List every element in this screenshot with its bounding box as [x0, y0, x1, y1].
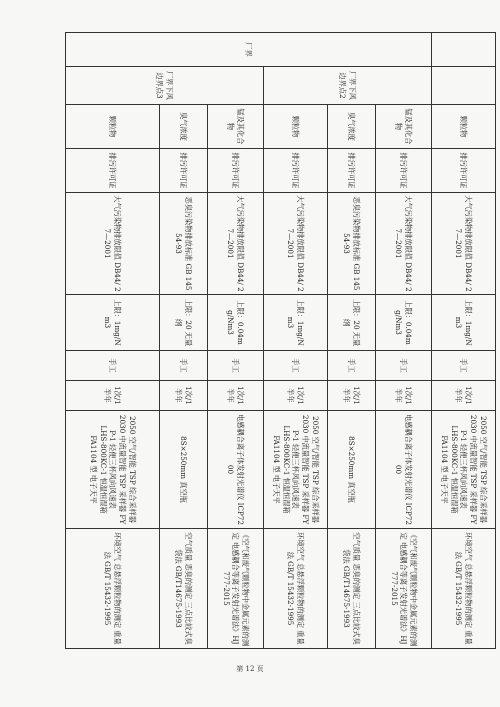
- license-cell: 排污许可证: [376, 149, 432, 193]
- detect-cell: 上限：0.04mg/Nm3: [208, 295, 264, 351]
- standard-cell: 大气污染物排放限值 DB44/ 27—2001: [208, 193, 264, 295]
- license-cell: 排污许可证: [264, 149, 328, 193]
- method-cell: 环境空气 总悬浮颗粒物的测定 重量法 GB/T 15432-1995: [66, 529, 160, 649]
- point-cell: [432, 67, 496, 105]
- mode-cell: 手工: [376, 351, 432, 381]
- method-cell: 环境空气 总悬浮颗粒物的测定 重量法 GB/T 15432-1995: [432, 529, 496, 649]
- factor-cell: 臭气浓度: [328, 105, 376, 149]
- factor-cell: 颗粒物: [66, 105, 160, 149]
- area-cell: 厂界: [66, 33, 432, 67]
- point-cell: 厂界下风边界点2: [264, 67, 432, 105]
- monitoring-table: [65, 32, 496, 649]
- method-cell: 空气质量 恶臭的测定 三点比较式臭袋法 GB/T14675-1993: [328, 529, 376, 649]
- freq-cell: 1次/1半年: [160, 381, 208, 411]
- freq-cell: 1次/1半年: [328, 381, 376, 411]
- detect-cell: 上限：20 无量纲: [328, 295, 376, 351]
- mode-cell: 手工: [160, 351, 208, 381]
- table-row: [264, 33, 328, 649]
- table-row: [66, 33, 160, 649]
- detect-cell: 上限：1mg/Nm3: [66, 295, 160, 351]
- point-cell: 厂界下风边界点3: [66, 67, 264, 105]
- equipment-cell: 8S×250mm 真空瓶: [160, 411, 208, 529]
- equipment-cell: 电感耦合离子体发射光谱仪 ICP7200: [376, 411, 432, 529]
- equipment-cell: 电感耦合离子体发射光谱仪 ICP7200: [208, 411, 264, 529]
- table-row: [376, 33, 432, 649]
- method-cell: 空气质量 恶臭的测定 三点比较式臭袋法 GB/T14675-1993: [160, 529, 208, 649]
- standard-cell: 恶臭污染物排放标准 GB 14554-93: [160, 193, 208, 295]
- freq-cell: 1次/1半年: [432, 381, 496, 411]
- mode-cell: 手工: [328, 351, 376, 381]
- factor-cell: 颗粒物: [432, 105, 496, 149]
- area-cell: [432, 33, 496, 67]
- detect-cell: 上限：1mg/Nm3: [264, 295, 328, 351]
- mode-cell: 手工: [264, 351, 328, 381]
- method-cell: 《空气和废气颗粒物中金属元素的测定 电感耦合等离子发射光谱法》HJ 777-2015: [376, 529, 432, 649]
- equipment-cell: 8S×250mm 真空瓶: [328, 411, 376, 529]
- freq-cell: 1次/1半年: [264, 381, 328, 411]
- method-cell: 《空气和废气颗粒物中金属元素的测定 电感耦合等离子发射光谱法》HJ 777-2015: [208, 529, 264, 649]
- mode-cell: 手工: [66, 351, 160, 381]
- detect-cell: 上限：1mg/Nm3: [432, 295, 496, 351]
- standard-cell: 大气污染物排放限值 DB44/ 27—2001: [264, 193, 328, 295]
- freq-cell: 1次/1半年: [376, 381, 432, 411]
- table-row: [328, 33, 376, 649]
- page-number: 第 12 页: [236, 665, 264, 673]
- license-cell: 排污许可证: [66, 149, 160, 193]
- equipment-cell: 2050 空气/智能 TSP 综合采样器 2030 中流量智能 TSP 采样器 FYP-1 轻便三杯风向风速表 LHS-800KC-1 恒温恒湿箱 FA1104 型 电子天平: [432, 411, 496, 529]
- factor-cell: 臭气浓度: [160, 105, 208, 149]
- method-cell: 环境空气 总悬浮颗粒物的测定 重量法 GB/T 15432-1995: [264, 529, 328, 649]
- license-cell: 排污许可证: [160, 149, 208, 193]
- standard-cell: 大气污染物排放限值 DB44/ 27—2001: [66, 193, 160, 295]
- table-row: [208, 33, 264, 649]
- equipment-cell: 2050 空气/智能 TSP 综合采样器 2030 中流量智能 TSP 采样器 FYP-1 轻便三杯风向风速表 LHS-800KC-1 恒温恒湿箱 FA1104 型 电子天平: [66, 411, 160, 529]
- standard-cell: 大气污染物排放限值 DB44/ 27—2001: [376, 193, 432, 295]
- license-cell: 排污许可证: [328, 149, 376, 193]
- table-row: [432, 33, 496, 649]
- mode-cell: 手工: [208, 351, 264, 381]
- detect-cell: 上限：0.04mg/Nm3: [376, 295, 432, 351]
- factor-cell: 颗粒物: [264, 105, 328, 149]
- freq-cell: 1次/1半年: [208, 381, 264, 411]
- factor-cell: 锰及其化合物: [376, 105, 432, 149]
- table-row: [160, 33, 208, 649]
- standard-cell: 恶臭污染物排放标准 GB 14554-93: [328, 193, 376, 295]
- mode-cell: 手工: [432, 351, 496, 381]
- license-cell: 排污许可证: [208, 149, 264, 193]
- rotated-table-wrapper: [66, 32, 496, 648]
- equipment-cell: 2050 空气/智能 TSP 综合采样器 2030 中流量智能 TSP 采样器 FYP-1 轻便三杯风向风速表 LHS-800KC-1 恒温恒湿箱 FA1104 型 电子天平: [264, 411, 328, 529]
- freq-cell: 1次/1半年: [66, 381, 160, 411]
- standard-cell: 大气污染物排放限值 DB44/ 27—2001: [432, 193, 496, 295]
- factor-cell: 锰及其化合物: [208, 105, 264, 149]
- detect-cell: 上限：20 无量纲: [160, 295, 208, 351]
- license-cell: 排污许可证: [432, 149, 496, 193]
